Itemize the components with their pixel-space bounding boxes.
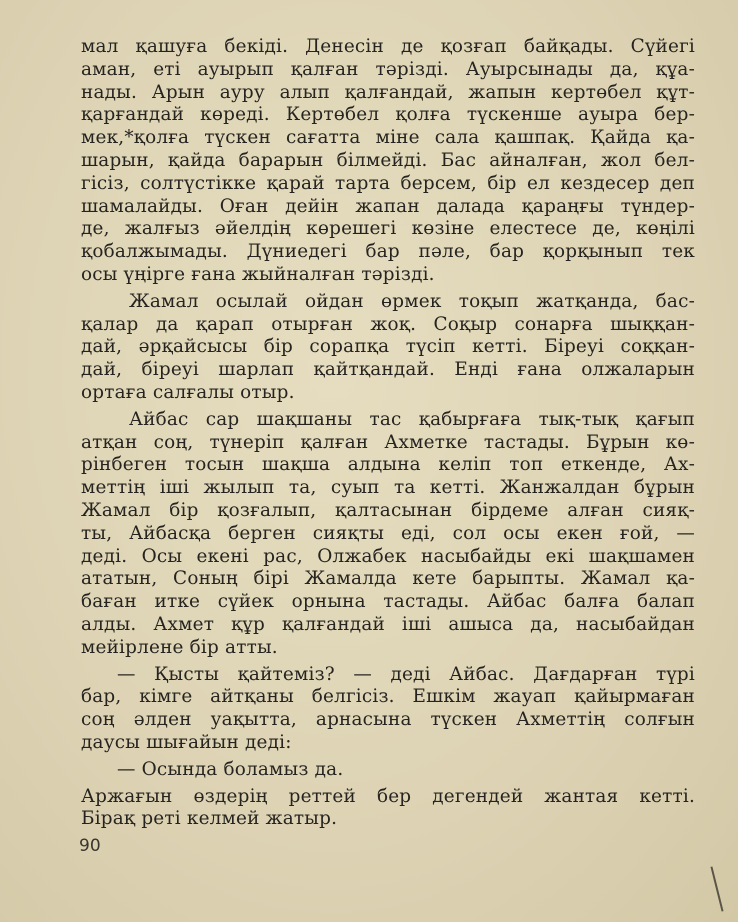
text-line: қарғандай көредi. Кертөбел қолға түскенше ауыра бер- (81, 104, 695, 126)
text-line: аман, етi ауырып қалған тәрiздi. Ауырсынады да, құа- (81, 58, 695, 80)
text-line: қобалжымады. Дүниедегi бар пәле, бар қорқынып тек (81, 241, 695, 263)
text-line: дедi. Осы екенi рас, Олжабек насыбайды екi шақшамен (81, 545, 695, 567)
text-line: меттiң iшi жылып та, суып та кеттi. Жанжалдан бұрын (81, 477, 695, 499)
text-line: Айбас сар шақшаны тас қабырғаға тық-тық қағып (129, 408, 695, 430)
text-line: ортаға салғалы отыр. (81, 381, 295, 403)
text-line: дай, бiреуi шарлап қайтқандай. Ендi ғана олжаларын (81, 359, 695, 381)
text-line: нады. Арын ауру алып қалғандай, жапын кертөбел құт- (81, 81, 695, 103)
text-line: Жамал бiр қозғалып, қалтасынан бiрдеме алған сияқ- (81, 499, 695, 521)
text-line: мек,*қолға түскен сағатта мiне сала қашпақ. Қайда қа- (81, 127, 695, 149)
text-line: алды. Ахмет құр қалғандай iшi ашыса да, насыбайдан (81, 613, 695, 635)
text-line: мал қашуға бекідi. Денесiн де қозғап байқады. Сүйегi (81, 36, 695, 57)
text-line: осы үңiрге ғана жыйналған тәрiздi. (81, 263, 435, 285)
text-line: шамалайды. Оған дейiн жапан далада қараңғы түндер- (81, 195, 695, 217)
text-line: — Осында боламыз да. (117, 758, 344, 780)
text-line: атқан соң, түнерiп қалған Ахметке тастады. Бұрын кө- (81, 431, 695, 453)
text-line: баған итке сүйек орнына тастады. Айбас балға балап (81, 591, 695, 613)
page-number: 90 (79, 836, 101, 856)
page-corner-mark (710, 866, 723, 911)
paragraph (81, 664, 695, 755)
text-line: шарын, қайда бараpын бiлмейдi. Бас айналған, жол бел- (81, 149, 695, 171)
paragraph (81, 786, 695, 832)
text-line: гiсiз, солтүстiкке қарай тарта берсем, бiр ел кездесер деп (81, 172, 695, 194)
text-line: Бiрақ ретi келмей жатыр. (81, 808, 338, 830)
paragraph (81, 291, 695, 405)
text-line: рiнбеген тосын шақша алдына келiп топ еткенде, Ах- (81, 454, 695, 476)
text-line: Аржағын өздерiң реттей бер дегендей жантая кеттi. (81, 785, 695, 807)
text-line: дай, әрқайсысы бiр сорапқа түсiп кеттi. Бiреуi соққан- (81, 336, 695, 358)
text-line: соң әлден уақытта, арнасына түскен Ахметтiң солғын (81, 709, 695, 731)
text-line: ты, Айбасқа берген сияқты едi, сол осы екен ғой, — (81, 522, 695, 544)
text-line: мейiрлене бiр атты. (81, 636, 278, 658)
text-line: де, жалғыз әйелдiң көрешегi көзiне елестесе де, көңiлi (81, 218, 695, 240)
text-line: ататын, Соның бiрi Жамалда кете барыпты. Жамал қа- (81, 568, 695, 590)
text-line: Жамал осылай ойдан өрмек тоқып жатқанда, бас- (129, 290, 695, 312)
text-line: қалар да қарап отырған жоқ. Соқыр сонарға шыққан- (81, 313, 695, 335)
paragraph (81, 759, 695, 782)
text-line: — Қысты қайтемiз? — дедi Айбас. Дағдарған түрi (117, 663, 695, 685)
text-line: бар, кiмге айтқаны белгiсiз. Ешкiм жауап қайырмаған (81, 686, 695, 708)
paragraph (81, 409, 695, 660)
paragraph (81, 36, 695, 287)
page-body-text (81, 36, 695, 831)
text-line: даусы шығайын дедi: (81, 731, 292, 753)
